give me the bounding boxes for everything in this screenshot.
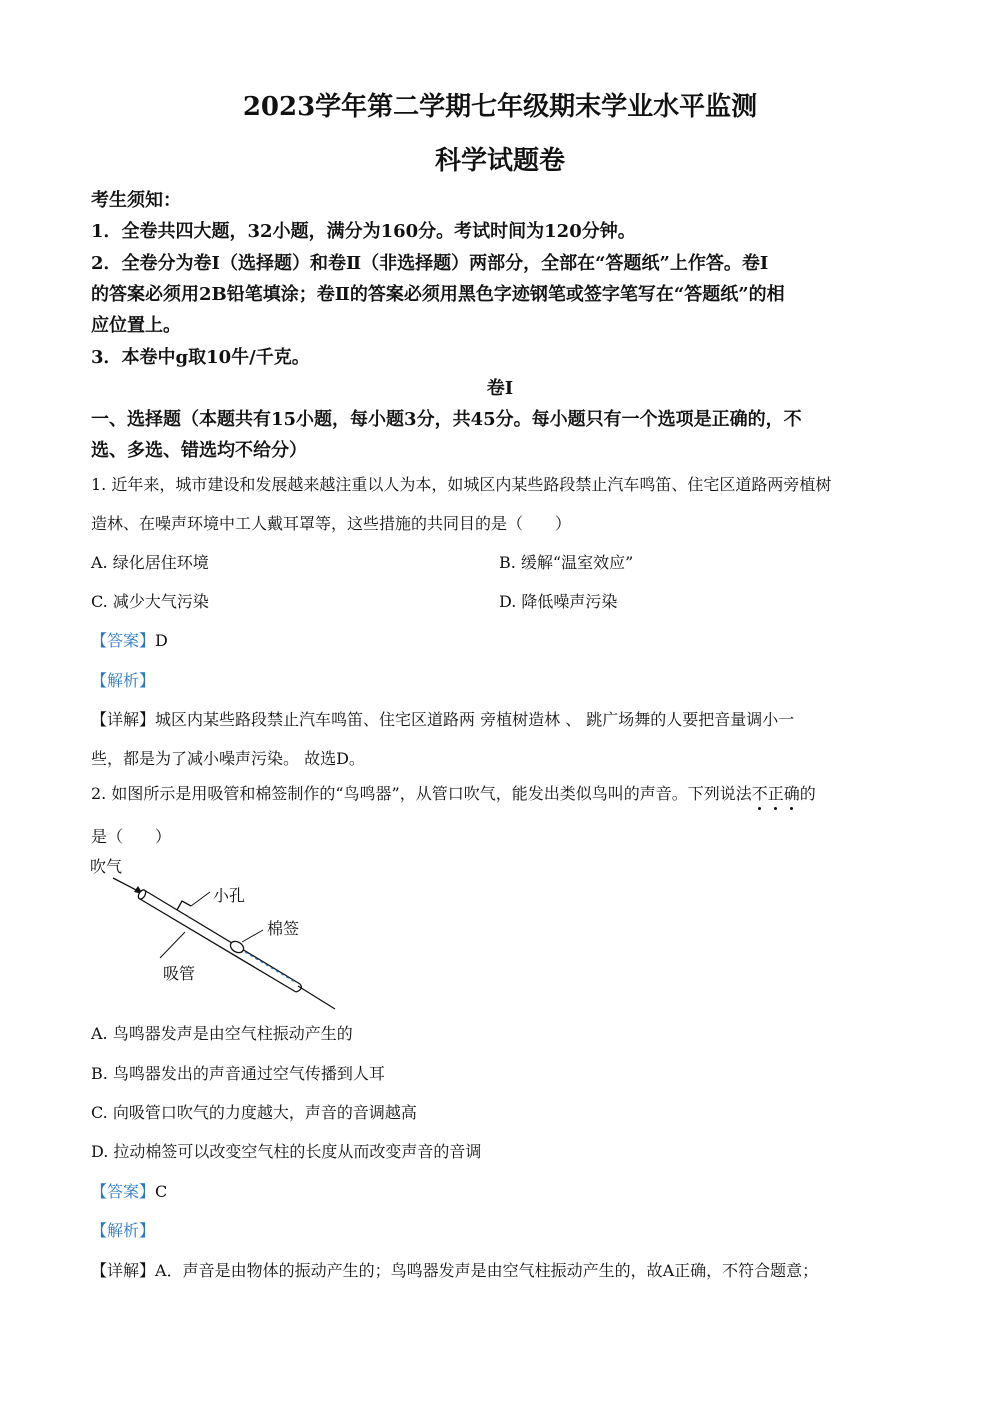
q1-answer-tag: 【答案】 [91, 631, 156, 650]
q1-answer [91, 628, 168, 651]
q2-emphasis-char-3: 确 [784, 781, 800, 804]
instruction-item-2-line-1: 2．全卷分为卷Ⅰ（选择题）和卷Ⅱ（非选择题）两部分，全部在“答题纸”上作答。卷Ⅰ [91, 253, 769, 274]
q2-answer [91, 1179, 167, 1202]
q2-stem-line-2: 是（ ） [91, 827, 172, 846]
q1-answer-value: D [155, 631, 168, 650]
figure-label-hole: 小孔 [213, 886, 246, 905]
q2-answer-tag: 【答案】 [91, 1182, 156, 1201]
q2-option-d: D. 拉动棉签可以改变空气柱的长度从而改变声音的音调 [91, 1142, 482, 1161]
swab-leader-line [242, 930, 263, 942]
instruction-item-3: 3．本卷中g取10牛/千克。 [91, 347, 310, 368]
q1-detail-line-2: 些，都是为了减小噪声污染。 故选D。 [91, 749, 365, 768]
q1-option-c: C. 减少大气污染 [91, 592, 209, 611]
q1-stem-line-1: 1. 近年来，城市建设和发展越来越注重以人为本，如城区内某些路段禁止汽车鸣笛、住宅区道路两旁植树 [91, 475, 832, 494]
q2-stem-text: 2. 如图所示是用吸管和棉签制作的“鸟鸣器”，从管口吹气，能发出类似鸟叫的声音。下列说法 [91, 784, 752, 803]
instruction-item-2-line-3: 应位置上。 [91, 315, 181, 336]
q1-analysis-tag: 【解析】 [91, 671, 156, 690]
straw-leader-line [160, 932, 185, 958]
figure-label-swab: 棉签 [267, 919, 300, 938]
q1-option-a: A. 绿化居住环境 [91, 553, 209, 572]
q1-option-b: B. 缓解“温室效应” [499, 553, 634, 572]
q2-detail-tag: 【详解】 [91, 1261, 156, 1280]
page-title: 2023学年第二学期七年级期末学业水平监测 [242, 92, 758, 122]
q1-option-d: D. 降低噪声污染 [499, 592, 618, 611]
q2-stem-text-end: 的 [799, 784, 816, 803]
q1-detail-tag: 【详解】 [91, 710, 156, 729]
q2-detail-line-1 [91, 1258, 818, 1281]
instructions-heading: 考生须知： [91, 190, 181, 211]
q2-option-c: C. 向吸管口吹气的力度越大，声音的音调越高 [91, 1103, 417, 1122]
q2-analysis-tag: 【解析】 [91, 1221, 156, 1240]
instruction-item-2-line-2: 的答案必须用2B铅笔填涂；卷Ⅱ的答案必须用黑色字迹钢笔或签字笔写在“答题纸”的相 [91, 284, 785, 305]
instruction-item-1: 1．全卷共四大题，32小题，满分为160分。考试时间为120分钟。 [91, 221, 636, 242]
volume-label: 卷Ⅰ [486, 378, 514, 399]
swab-stick-inside [245, 952, 295, 982]
q2-answer-value: C [155, 1182, 168, 1201]
q2-detail-text-1: A．声音是由物体的振动产生的；鸟鸣器发声是由空气柱振动产生的，故A正确，不符合题意； [155, 1261, 819, 1280]
section-heading-line-2: 选、多选、错选均不给分） [91, 440, 307, 461]
page-subtitle: 科学试题卷 [434, 146, 565, 176]
q2-emphasis-char-2: 正 [768, 781, 784, 804]
q2-emphasis-char-1: 不 [752, 781, 768, 804]
small-hole-notch [177, 901, 191, 910]
q1-detail-text-1: 城区内某些路段禁止汽车鸣笛、住宅区道路两 旁植树造林 、 跳广场舞的人要把音量调小一 [155, 710, 795, 729]
q2-stem-line-1 [91, 781, 816, 804]
swab-stick-outside [298, 986, 335, 1009]
figure-label-straw: 吸管 [163, 964, 196, 983]
hole-leader-line [191, 892, 210, 906]
figure-label-blow: 吹气 [90, 857, 123, 876]
q1-stem-line-2: 造林、在噪声环境中工人戴耳罩等，这些措施的共同目的是（ ） [91, 514, 572, 533]
q2-option-a: A. 鸟鸣器发声是由空气柱振动产生的 [91, 1024, 353, 1043]
section-heading-line-1: 一、选择题（本题共有15小题，每小题3分，共45分。每小题只有一个选项是正确的，不 [91, 409, 802, 430]
q1-detail-line-1 [91, 707, 794, 730]
q2-option-b: B. 鸟鸣器发出的声音通过空气传播到人耳 [91, 1064, 385, 1083]
bird-whistle-figure [85, 852, 355, 1022]
